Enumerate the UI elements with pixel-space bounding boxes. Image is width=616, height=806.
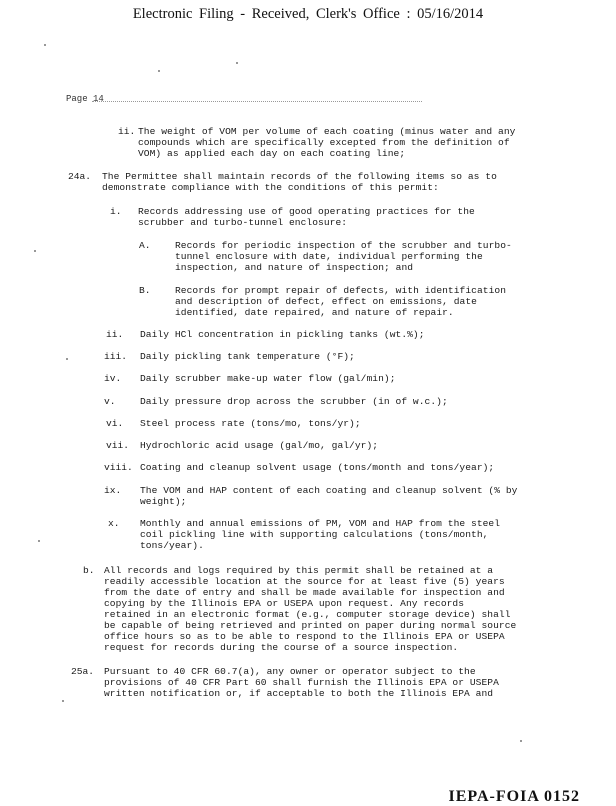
scan-speck — [38, 540, 40, 542]
record-vi-text: Steel process rate (tons/mo, tons/yr); — [140, 418, 361, 429]
section-25a-line-2: provisions of 40 CFR Part 60 shall furnish the Illinois EPA or USEPA — [104, 677, 499, 688]
record-vii-text: Hydrochloric acid usage (gal/mo, gal/yr); — [140, 440, 379, 451]
section-b-line-2: readily accessible location at the source for at least five (5) years — [104, 576, 505, 587]
scan-speck — [158, 70, 160, 72]
record-x-line-3: tons/year). — [140, 540, 204, 551]
scan-speck — [44, 44, 46, 46]
section-b-marker: b. — [83, 565, 95, 576]
filing-stamp-header: Electronic Filing - Received, Clerk's Office : 05/16/2014 — [132, 6, 484, 22]
record-iv-marker: iv. — [104, 373, 122, 384]
section-24a-line-1: The Permittee shall maintain records of the following items so as to — [102, 171, 497, 182]
record-A-marker: A. — [139, 240, 151, 251]
record-iii-text: Daily pickling tank temperature (°F); — [140, 351, 355, 362]
record-A-line-1: Records for periodic inspection of the scrubber and turbo- — [175, 240, 512, 251]
scan-speck — [66, 358, 68, 360]
page-header-rule — [92, 101, 422, 102]
scan-speck — [34, 250, 36, 252]
record-A-line-3: inspection, and nature of inspection; and — [175, 262, 414, 273]
record-B-line-3: identified, date repaired, and nature of repair. — [175, 307, 454, 318]
page-number: Page 14 — [66, 94, 104, 104]
section-24a-marker: 24a. — [68, 171, 92, 182]
record-i-line-2: scrubber and turbo-tunnel enclosure: — [138, 217, 348, 228]
item-ii-marker: ii. — [118, 126, 136, 137]
record-x-line-2: coil pickling line with supporting calculations (tons/month, — [140, 529, 489, 540]
record-ii-marker: ii. — [106, 329, 124, 340]
record-B-marker: B. — [139, 285, 151, 296]
record-v-text: Daily pressure drop across the scrubber (in of w.c.); — [140, 396, 448, 407]
item-ii-line-2: compounds which are specifically excepted from the definition of — [138, 137, 510, 148]
record-i-marker: i. — [110, 206, 122, 217]
record-B-line-1: Records for prompt repair of defects, with identification — [175, 285, 507, 296]
scan-speck — [236, 62, 238, 64]
record-ix-line-2: weight); — [140, 496, 187, 507]
item-ii-line-1: The weight of VOM per volume of each coating (minus water and any — [138, 126, 516, 137]
record-ix-marker: ix. — [104, 485, 122, 496]
scan-speck — [62, 700, 64, 702]
record-iv-text: Daily scrubber make-up water flow (gal/min); — [140, 373, 396, 384]
record-vii-marker: vii. — [106, 440, 130, 451]
record-vi-marker: vi. — [106, 418, 124, 429]
record-i-line-1: Records addressing use of good operating practices for the — [138, 206, 475, 217]
section-25a-line-1: Pursuant to 40 CFR 60.7(a), any owner or operator subject to the — [104, 666, 476, 677]
record-iii-marker: iii. — [104, 351, 128, 362]
section-b-line-4: copying by the Illinois EPA or USEPA upon request. Any records — [104, 598, 465, 609]
section-25a-line-3: written notification or, if acceptable to both the Illinois EPA and — [104, 688, 494, 699]
section-b-line-8: request for records during the course of a source inspection. — [104, 642, 459, 653]
record-x-marker: x. — [108, 518, 120, 529]
bates-number: IEPA-FOIA 0152 — [448, 788, 580, 805]
scan-speck — [520, 740, 522, 742]
item-ii-line-3: VOM) as applied each day on each coating line; — [138, 148, 406, 159]
section-25a-marker: 25a. — [71, 666, 95, 677]
record-v-marker: v. — [104, 396, 116, 407]
section-b-line-7: office hours so as to be able to respond to the Illinois EPA or USEPA — [104, 631, 505, 642]
section-b-line-3: from the date of entry and shall be made available for inspection and — [104, 587, 505, 598]
record-B-line-2: and description of defect, effect on emissions, date — [175, 296, 477, 307]
record-ii-text: Daily HCl concentration in pickling tanks (wt.%); — [140, 329, 425, 340]
record-A-line-2: tunnel enclosure with date, individual performing the — [175, 251, 483, 262]
section-24a-line-2: demonstrate compliance with the conditions of this permit: — [102, 182, 439, 193]
section-b-line-1: All records and logs required by this permit shall be retained at a — [104, 565, 494, 576]
section-b-line-5: retained in an electronic format (e.g., computer storage device) shall — [104, 609, 511, 620]
record-x-line-1: Monthly and annual emissions of PM, VOM and HAP from the steel — [140, 518, 501, 529]
section-b-line-6: be capable of being retrieved and printed on paper during normal source — [104, 620, 517, 631]
record-viii-text: Coating and cleanup solvent usage (tons/month and tons/year); — [140, 462, 495, 473]
record-ix-line-1: The VOM and HAP content of each coating and cleanup solvent (% by — [140, 485, 518, 496]
record-viii-marker: viii. — [104, 462, 133, 473]
